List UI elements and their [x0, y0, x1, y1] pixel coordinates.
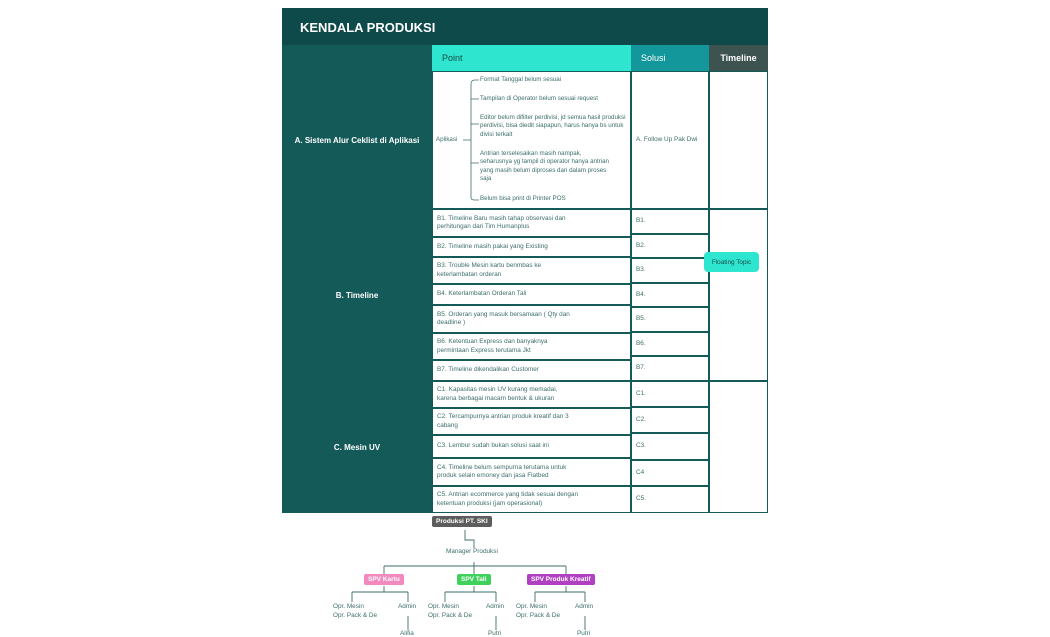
header-point: Point: [432, 45, 631, 71]
org-admin: Admin: [575, 603, 594, 610]
org-name: Putri: [577, 630, 591, 637]
org-opr-mesin: Opr. Mesin: [333, 603, 364, 610]
section-c-solusi[interactable]: C4: [631, 460, 709, 486]
org-spv-kartu[interactable]: SPV Kartu: [364, 574, 404, 585]
org-opr-pack: Opr. Pack & De: [516, 612, 561, 619]
org-opr-mesin: Opr. Mesin: [516, 603, 547, 610]
section-b-solusi[interactable]: B2.: [631, 234, 709, 258]
section-c-point[interactable]: C5. Antrian ecommerce yang tidak sesuai dengan ketentuan produksi (jam operasional): [432, 486, 631, 513]
section-c-solusi[interactable]: C5.: [631, 486, 709, 513]
section-b-solusi[interactable]: B4.: [631, 283, 709, 307]
header-solusi: Solusi: [631, 45, 709, 71]
section-a-branch-label[interactable]: Aplikasi: [436, 136, 458, 143]
section-b-solusi[interactable]: B6.: [631, 332, 709, 356]
org-spv-kreatif[interactable]: SPV Produk Kreatif: [527, 574, 595, 585]
org-root[interactable]: Produksi PT. SKI: [432, 516, 492, 527]
section-c-solusi[interactable]: C1.: [631, 381, 709, 407]
section-a-points-cell: [432, 71, 631, 209]
section-b-point[interactable]: B3. Trouble Mesin kartu benmbas ke keterlambatan orderan: [432, 257, 631, 284]
org-name: Putri: [488, 630, 502, 637]
org-name: Alifia: [400, 630, 414, 637]
header-timeline: Timeline: [709, 45, 768, 71]
org-opr-pack: Opr. Pack & De: [333, 612, 378, 619]
org-admin: Admin: [398, 603, 417, 610]
section-b-solusi[interactable]: B7.: [631, 356, 709, 381]
section-a-solusi[interactable]: A. Follow Up Pak Dwi: [631, 71, 709, 209]
section-c-point[interactable]: C1. Kapasitas mesin UV kurang memadai, karena berbagai macam bentuk & ukuran: [432, 381, 631, 408]
section-a-point[interactable]: Belum bisa print di Printer POS: [480, 195, 566, 202]
org-opr-pack: Opr. Pack & De: [428, 612, 473, 619]
section-a-label[interactable]: A. Sistem Alur Ceklist di Aplikasi: [282, 71, 432, 209]
section-a-timeline: [709, 71, 768, 209]
section-b-point[interactable]: B5. Orderan yang masuk bersamaan ( Qty dan deadline ): [432, 305, 631, 333]
section-b-timeline: [709, 209, 768, 381]
section-c-timeline: [709, 381, 768, 513]
header-blank: [282, 45, 432, 71]
section-c-point[interactable]: C2. Tercampurnya antrian produk kreatif dan 3 cabang: [432, 408, 631, 435]
section-b-label[interactable]: B. Timeline: [282, 209, 432, 381]
section-a-point[interactable]: Format Tanggal belum sesuai: [480, 76, 562, 83]
section-b-point[interactable]: B6. Ketentuan Express dan banyaknya permintaan Express terutama Jkt: [432, 333, 631, 360]
section-c-solusi[interactable]: C3.: [631, 433, 709, 460]
section-b-solusi[interactable]: B3.: [631, 258, 709, 283]
section-b-point[interactable]: B7. Timeline dikendalikan Customer: [432, 360, 631, 381]
org-manager[interactable]: Manager Produksi: [446, 548, 498, 555]
section-c-label[interactable]: C. Mesin UV: [282, 381, 432, 513]
floating-topic[interactable]: Floating Topic: [704, 252, 759, 272]
org-admin: Admin: [486, 603, 505, 610]
org-opr-mesin: Opr. Mesin: [428, 603, 459, 610]
section-b-point[interactable]: B1. Timeline Baru masih tahap observasi dan perhitungan dari Tim Humanplus: [432, 209, 631, 237]
section-a-point[interactable]: Editor belum difilter perdivisi, jd semua hasil produksi perdivisi, bisa diedit siapapun, harus hanya bs untuk divisi terkait: [480, 114, 626, 138]
section-a-point[interactable]: Tampilan di Operator belum sesuai request: [480, 95, 598, 102]
section-c-solusi[interactable]: C2.: [631, 407, 709, 433]
section-a-point[interactable]: Antrian terselesaikan masih nampak, seharusnya yg tampil di operator hanya antrian yang masih belum diproses dan dalam proses saja: [480, 150, 609, 183]
section-b-point[interactable]: B2. Timeline masih pakai yang Existing: [432, 237, 631, 257]
page-title: KENDALA PRODUKSI: [282, 8, 768, 45]
section-b-point[interactable]: B4. Keterlambatan Orderan Tali: [432, 284, 631, 305]
section-c-point[interactable]: C3. Lembur sudah bukan solusi saat ini: [432, 435, 631, 458]
section-b-solusi[interactable]: B5.: [631, 307, 709, 332]
section-c-point[interactable]: C4. Timeline belum sempurna terutama untuk produk selain emoney dan jasa Flatbed: [432, 458, 631, 486]
org-spv-tali[interactable]: SPV Tali: [457, 574, 491, 585]
section-b-solusi[interactable]: B1.: [631, 209, 709, 234]
